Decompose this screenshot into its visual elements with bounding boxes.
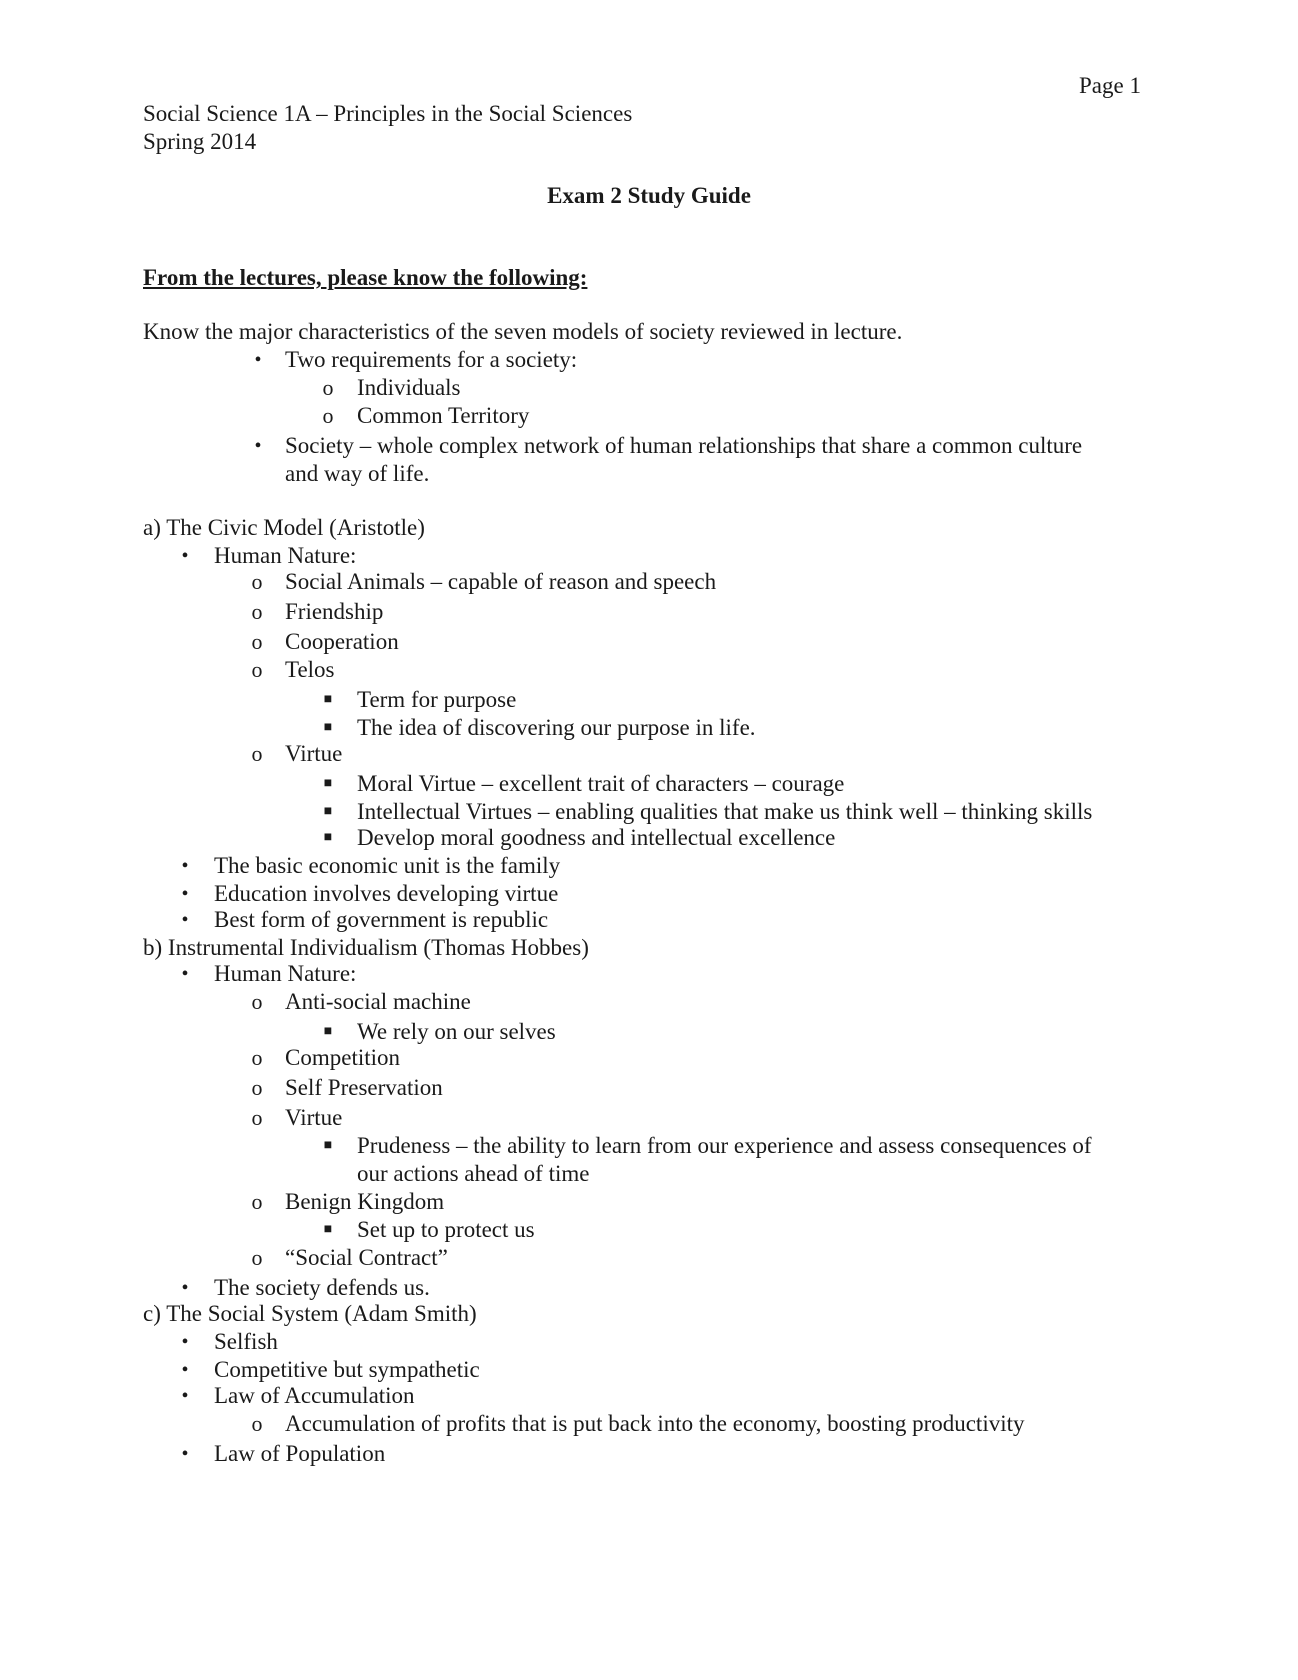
social-system-heading: c) The Social System (Adam Smith) — [143, 1301, 477, 1326]
requirements-header: Two requirements for a society: — [285, 347, 578, 372]
list-item: Best form of government is republic — [214, 907, 549, 932]
list-item: “Social Contract” — [285, 1245, 448, 1270]
list-item-continued: our actions ahead of time — [357, 1161, 590, 1186]
page-number: Page 1 — [1079, 73, 1141, 98]
list-item: Term for purpose — [357, 687, 517, 712]
bullet-icon: • — [181, 963, 189, 985]
list-item: Cooperation — [285, 629, 399, 654]
circle-bullet-icon: o — [251, 989, 263, 1014]
list-item: Self Preservation — [285, 1075, 443, 1100]
list-item: The society defends us. — [214, 1275, 430, 1300]
list-item: Set up to protect us — [357, 1217, 535, 1242]
list-item: We rely on our selves — [357, 1019, 556, 1044]
list-item: Develop moral goodness and intellectual excellence — [357, 825, 836, 850]
bullet-icon: • — [254, 349, 262, 371]
list-item: The idea of discovering our purpose in life. — [357, 715, 756, 740]
course-title: Social Science 1A – Principles in the Social Sciences — [143, 101, 633, 126]
list-item: Virtue — [285, 741, 343, 766]
list-item: Social Animals – capable of reason and speech — [285, 569, 717, 594]
circle-bullet-icon: o — [251, 741, 263, 766]
term: Spring 2014 — [143, 129, 257, 154]
circle-bullet-icon: o — [251, 1075, 263, 1100]
bullet-icon: • — [181, 545, 189, 567]
list-item: Intellectual Virtues – enabling qualities that make us think well – thinking skills — [357, 799, 1093, 824]
circle-bullet-icon: o — [251, 1045, 263, 1070]
bullet-icon: • — [181, 1385, 189, 1407]
bullet-icon: • — [181, 1443, 189, 1465]
square-bullet-icon: ■ — [323, 776, 333, 791]
list-item: Friendship — [285, 599, 384, 624]
list-item: Selfish — [214, 1329, 278, 1354]
list-item: Telos — [285, 657, 335, 682]
list-item: Competition — [285, 1045, 400, 1070]
bullet-icon: • — [181, 1277, 189, 1299]
bullet-icon: • — [181, 1359, 189, 1381]
civic-model-heading: a) The Civic Model (Aristotle) — [143, 515, 425, 540]
square-bullet-icon: ■ — [323, 1024, 333, 1039]
circle-bullet-icon: o — [251, 599, 263, 624]
society-definition: Society – whole complex network of human relationships that share a common culture — [285, 433, 1083, 458]
intro-line: Know the major characteristics of the seven models of society reviewed in lecture. — [143, 319, 903, 344]
circle-bullet-icon: o — [251, 569, 263, 594]
list-item: Prudeness – the ability to learn from our experience and assess consequences of — [357, 1133, 1092, 1158]
list-item: Accumulation of profits that is put back into the economy, boosting productivity — [285, 1411, 1025, 1436]
society-definition-continued: and way of life. — [285, 461, 430, 486]
square-bullet-icon: ■ — [323, 1222, 333, 1237]
list-item: Benign Kingdom — [285, 1189, 445, 1214]
square-bullet-icon: ■ — [323, 830, 333, 845]
circle-bullet-icon: o — [251, 1189, 263, 1214]
bullet-icon: • — [181, 855, 189, 877]
list-item: Virtue — [285, 1105, 343, 1130]
requirement-item: Common Territory — [357, 403, 530, 428]
circle-bullet-icon: o — [251, 1105, 263, 1130]
list-item: Law of Population — [214, 1441, 386, 1466]
circle-bullet-icon: o — [251, 657, 263, 682]
circle-bullet-icon: o — [322, 375, 334, 400]
square-bullet-icon: ■ — [323, 1138, 333, 1153]
list-item: Human Nature: — [214, 961, 357, 986]
square-bullet-icon: ■ — [323, 692, 333, 707]
list-item: Moral Virtue – excellent trait of characters – courage — [357, 771, 845, 796]
list-item: The basic economic unit is the family — [214, 853, 561, 878]
circle-bullet-icon: o — [322, 403, 334, 428]
circle-bullet-icon: o — [251, 1245, 263, 1270]
instrumental-individualism-heading: b) Instrumental Individualism (Thomas Hobbes) — [143, 935, 589, 960]
list-item: Anti-social machine — [285, 989, 471, 1014]
bullet-icon: • — [181, 1331, 189, 1353]
requirement-item: Individuals — [357, 375, 461, 400]
list-item: Education involves developing virtue — [214, 881, 559, 906]
square-bullet-icon: ■ — [323, 720, 333, 735]
bullet-icon: • — [254, 435, 262, 457]
list-item: Human Nature: — [214, 543, 357, 568]
section-heading: From the lectures, please know the following: — [143, 265, 588, 290]
circle-bullet-icon: o — [251, 1411, 263, 1436]
list-item: Law of Accumulation — [214, 1383, 415, 1408]
list-item: Competitive but sympathetic — [214, 1357, 480, 1382]
square-bullet-icon: ■ — [323, 804, 333, 819]
bullet-icon: • — [181, 883, 189, 905]
document-title: Exam 2 Study Guide — [547, 183, 751, 208]
bullet-icon: • — [181, 909, 189, 931]
circle-bullet-icon: o — [251, 629, 263, 654]
